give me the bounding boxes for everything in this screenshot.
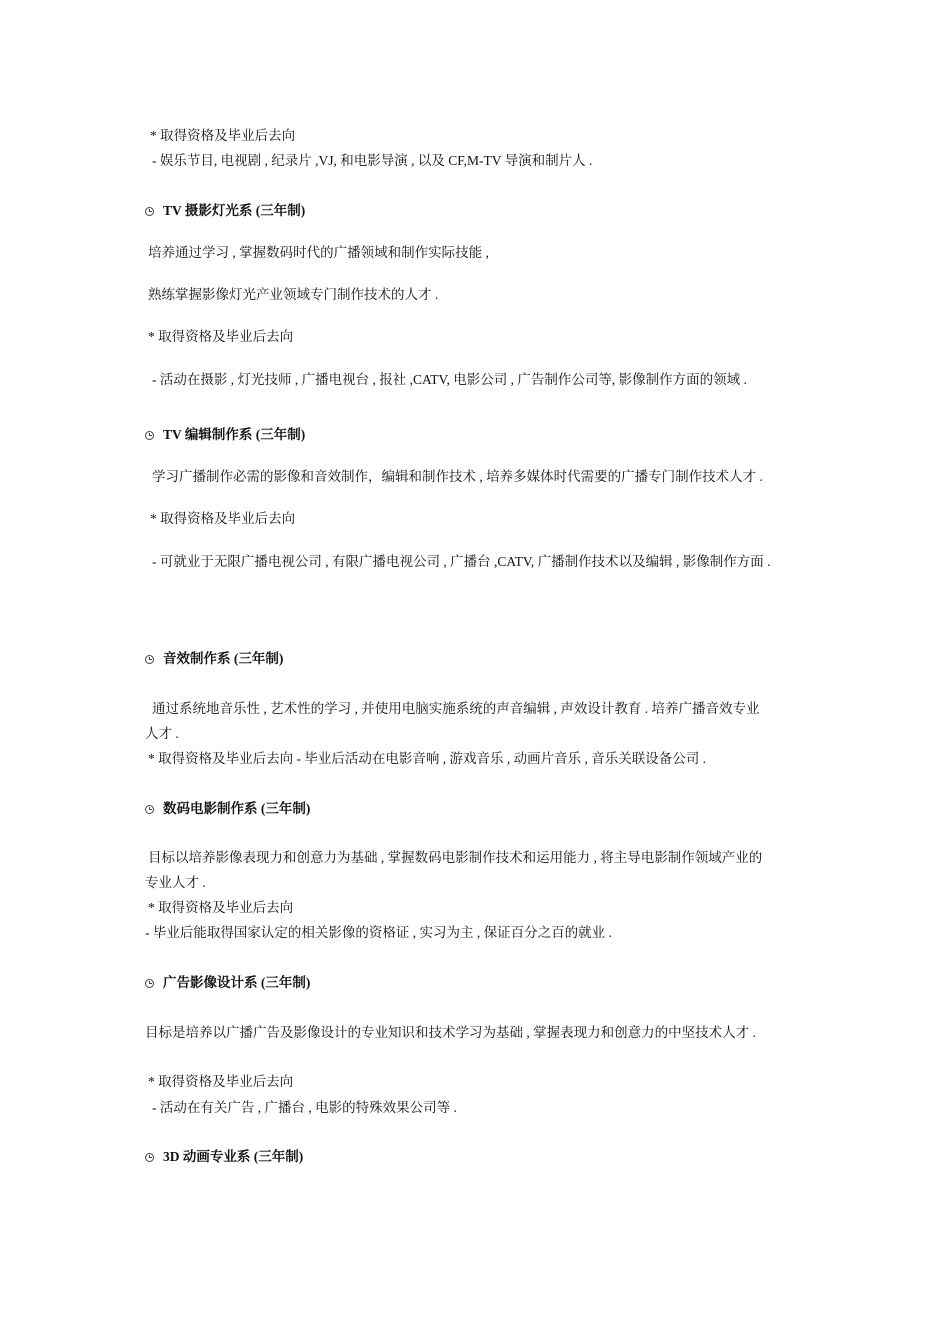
section-description: 目标以培养影像表现力和创意力为基础 , 掌握数码电影制作技术和运用能力 , 将主导电影制作领域产业的 bbox=[148, 850, 763, 865]
section-career-text: - 毕业后能取得国家认定的相关影像的资格证 , 实习为主 , 保证百分之百的就业 . bbox=[145, 925, 612, 940]
section-title: 数码电影制作系 (三年制) bbox=[163, 801, 311, 816]
section-description: 专业人才 . bbox=[145, 875, 206, 890]
section-qualification-label: * 取得资格及毕业后去向 bbox=[148, 1074, 294, 1089]
section-qualification-label: * 取得资格及毕业后去向 - 毕业后活动在电影音响 , 游戏音乐 , 动画片音乐 , 音乐关联设备公司 . bbox=[148, 751, 706, 766]
section-description: 学习广播制作必需的影像和音效制作，编辑和制作技术 , 培养多媒体时代需要的广播专门制作技术人才 . bbox=[152, 469, 763, 484]
top-career-text: - 娱乐节目, 电视剧 , 纪录片 ,VJ, 和电影导演 , 以及 CF,M-TV 导演和制片人 . bbox=[152, 153, 593, 168]
section-description: 培养通过学习 , 掌握数码时代的广播领域和制作实际技能 , bbox=[148, 245, 489, 260]
section-heading bbox=[145, 974, 310, 992]
section-heading bbox=[145, 800, 310, 818]
clock-icon bbox=[145, 805, 154, 814]
section-career-text: - 活动在摄影 , 灯光技师 , 广播电视台 , 报社 ,CATV, 电影公司 , 广告制作公司等, 影像制作方面的领域 . bbox=[152, 372, 747, 387]
section-heading bbox=[145, 426, 305, 444]
clock-icon bbox=[145, 655, 154, 664]
section-title: TV 编辑制作系 (三年制) bbox=[163, 427, 306, 442]
section-heading bbox=[145, 650, 283, 668]
section-title: 广告影像设计系 (三年制) bbox=[163, 975, 311, 990]
section-qualification-label: * 取得资格及毕业后去向 bbox=[150, 511, 296, 526]
section-heading bbox=[145, 202, 305, 220]
section-description: 人才 . bbox=[145, 726, 179, 741]
section-heading bbox=[145, 1148, 303, 1166]
section-title: 音效制作系 (三年制) bbox=[163, 651, 284, 666]
clock-icon bbox=[145, 979, 154, 988]
clock-icon bbox=[145, 431, 154, 440]
section-qualification-label: * 取得资格及毕业后去向 bbox=[148, 900, 294, 915]
section-description: 熟练掌握影像灯光产业领域专门制作技术的人才 . bbox=[148, 287, 439, 302]
section-title: TV 摄影灯光系 (三年制) bbox=[163, 203, 306, 218]
section-qualification-label: * 取得资格及毕业后去向 bbox=[148, 329, 294, 344]
section-career-text: - 活动在有关广告 , 广播台 , 电影的特殊效果公司等 . bbox=[152, 1100, 457, 1115]
clock-icon bbox=[145, 207, 154, 216]
section-description: 目标是培养以广播广告及影像设计的专业知识和技术学习为基础 , 掌握表现力和创意力的中坚技术人才 . bbox=[145, 1025, 756, 1040]
clock-icon bbox=[145, 1153, 154, 1162]
section-description: 通过系统地音乐性 , 艺术性的学习 , 并使用电脑实施系统的声音编辑 , 声效设计教育 . 培养广播音效专业 bbox=[152, 701, 760, 716]
top-qualification-label: * 取得资格及毕业后去向 bbox=[150, 128, 296, 143]
section-career-text: - 可就业于无限广播电视公司 , 有限广播电视公司 , 广播台 ,CATV, 广播制作技术以及编辑 , 影像制作方面 . bbox=[152, 554, 771, 569]
section-title: 3D 动画专业系 (三年制) bbox=[163, 1149, 304, 1164]
